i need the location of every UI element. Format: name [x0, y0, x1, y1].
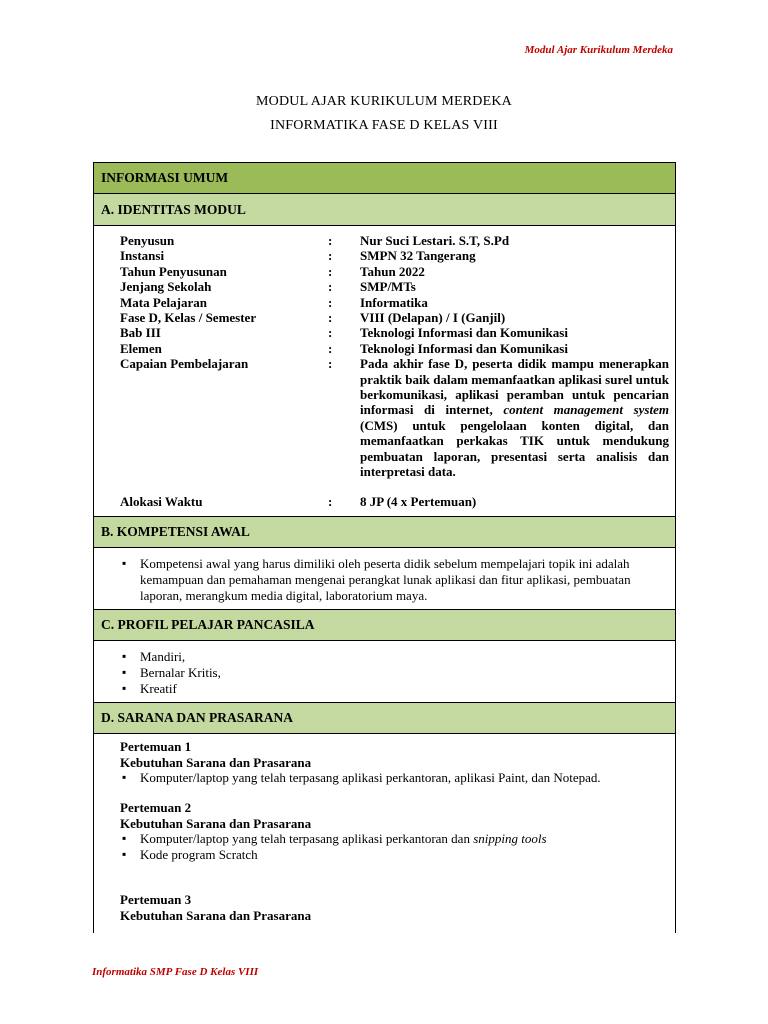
- section-kompetensi-awal: [94, 517, 675, 548]
- row-label: Penyusun: [120, 233, 175, 248]
- row-label: Bab III: [120, 325, 161, 341]
- row-colon: :: [328, 279, 333, 295]
- meeting-subtitle: Kebutuhan Sarana dan Prasarana: [120, 907, 312, 923]
- meeting-block: [120, 739, 311, 770]
- section-identitas-modul: [94, 194, 675, 226]
- section-title: B. KOMPETENSI AWAL: [101, 524, 250, 539]
- page-footer-text: Informatika SMP Fase D Kelas VIII: [92, 966, 259, 978]
- row-label: Alokasi Waktu: [120, 494, 203, 509]
- meeting-block: [120, 800, 311, 831]
- row-colon: :: [328, 263, 333, 279]
- document-title: MODUL AJAR KURIKULUM MERDEKA: [256, 94, 512, 109]
- section-sarana-prasarana: [94, 703, 675, 734]
- row-colon: :: [328, 356, 333, 372]
- module-table: [93, 162, 676, 933]
- row-colon: :: [328, 248, 333, 264]
- row-colon: :: [328, 340, 333, 356]
- meeting-title: Pertemuan 1: [120, 739, 192, 754]
- row-value: Teknologi Informasi dan Komunikasi: [360, 325, 568, 341]
- section-title: D. SARANA DAN PRASARANA: [101, 710, 294, 725]
- row-colon: :: [328, 233, 333, 248]
- row-label: Mata Pelajaran: [120, 294, 208, 310]
- profil-list: [120, 649, 660, 696]
- row-colon: :: [328, 294, 333, 310]
- meeting-subtitle: Kebutuhan Sarana dan Prasarana: [120, 815, 312, 831]
- row-label: Jenjang Sekolah: [120, 279, 212, 295]
- meeting-title: Pertemuan 3: [120, 892, 192, 907]
- row-colon: :: [328, 310, 333, 325]
- list-item: ▪ Kompetensi awal yang harus dimiliki oleh peserta didik sebelum mempelajari topik ini adalah kemampuan dan pemahaman mengenai perangkat lunak aplikasi dan fitur aplikasi, pembuatan laporan, merangkum media digital, laboratorium maya.: [120, 556, 660, 603]
- kompetensi-awal-content: [94, 548, 675, 610]
- list-item: ▪ Bernalar Kritis,: [120, 665, 660, 681]
- identitas-content: [94, 226, 675, 517]
- section-profil-pelajar: [94, 610, 675, 641]
- list-item: ▪ Komputer/laptop yang telah terpasang aplikasi perkantoran, aplikasi Paint, dan Notepad.: [120, 770, 665, 786]
- list-item: ▪ Kreatif: [120, 681, 660, 697]
- row-value: Teknologi Informasi dan Komunikasi: [360, 340, 568, 356]
- kompetensi-list: [120, 556, 660, 603]
- row-label: Tahun Penyusunan: [120, 263, 227, 279]
- row-colon: :: [328, 325, 333, 341]
- row-value: Informatika: [360, 294, 428, 310]
- row-colon: :: [328, 494, 333, 509]
- row-value: 8 JP (4 x Pertemuan): [360, 494, 477, 509]
- document-subtitle: INFORMATIKA FASE D KELAS VIII: [270, 118, 498, 133]
- meeting-2-list: [120, 831, 665, 863]
- page-header-text: Modul Ajar Kurikulum Merdeka: [524, 44, 673, 56]
- row-label: Elemen: [120, 340, 162, 356]
- section-title: C. PROFIL PELAJAR PANCASILA: [101, 617, 315, 632]
- row-value: SMP/MTs: [360, 279, 416, 295]
- row-label: Fase D, Kelas / Semester: [120, 310, 257, 325]
- capaian-pembelajaran-text: Pada akhir fase D, peserta didik mampu menerapkan praktik baik dalam memanfaatkan aplikasi surel untuk berkomunikasi, aplikasi peramban untuk pencarian informasi di internet, content management system (CMS) untuk pengelolaan konten digital, dan memanfaatkan perkakas TIK untuk mendukung pembuatan laporan, presentasi serta analisis dan interpretasi data.: [360, 356, 669, 480]
- meeting-block: [120, 892, 311, 923]
- row-label: Capaian Pembelajaran: [120, 356, 249, 372]
- section-title: INFORMASI UMUM: [101, 170, 229, 185]
- profil-pelajar-content: [94, 641, 675, 703]
- list-item: ▪ Kode program Scratch: [120, 847, 665, 863]
- meeting-subtitle: Kebutuhan Sarana dan Prasarana: [120, 754, 312, 770]
- list-item: ▪ Komputer/laptop yang telah terpasang aplikasi perkantoran dan snipping tools: [120, 831, 665, 847]
- list-item: ▪ Mandiri,: [120, 649, 660, 665]
- row-value: SMPN 32 Tangerang: [360, 248, 476, 264]
- row-value: Nur Suci Lestari. S.T, S.Pd: [360, 233, 510, 248]
- section-title: A. IDENTITAS MODUL: [101, 201, 246, 217]
- row-label: Instansi: [120, 248, 165, 264]
- row-value: VIII (Delapan) / I (Ganjil): [360, 310, 506, 325]
- meeting-title: Pertemuan 2: [120, 800, 192, 815]
- row-value: Tahun 2022: [360, 263, 425, 279]
- meeting-1-list: [120, 770, 665, 786]
- section-informasi-umum: [94, 163, 675, 194]
